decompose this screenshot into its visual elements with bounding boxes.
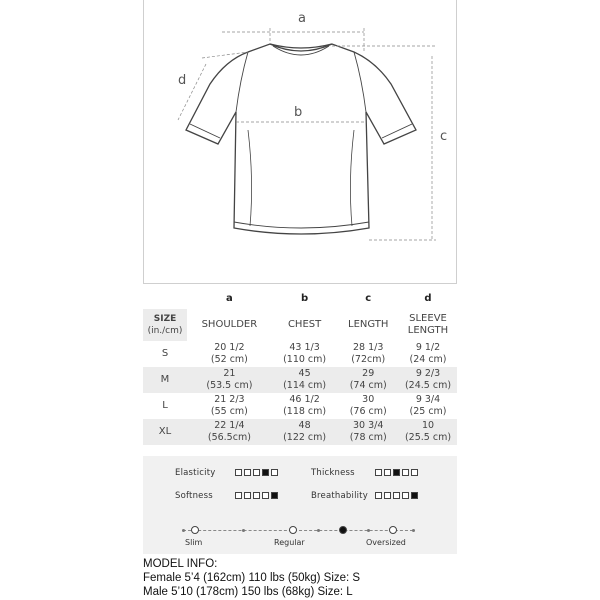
table-row — [143, 367, 457, 393]
rating-box — [244, 469, 251, 476]
table-cell — [399, 367, 457, 393]
value-inches: 9 1/2 — [415, 342, 441, 353]
fit-label: Regular — [274, 538, 305, 547]
value-inches: 21 2/3 — [214, 394, 245, 405]
rating-box — [375, 492, 382, 499]
size-rows — [143, 341, 457, 445]
rating-box — [262, 492, 269, 499]
value-cm: (118 cm) — [283, 406, 327, 417]
value-inches: 20 1/2 — [214, 342, 245, 353]
col-letter-b: b — [301, 293, 309, 304]
rating-box-selected — [411, 492, 418, 499]
fit-marker — [289, 526, 297, 534]
attribute-rating — [375, 469, 418, 476]
size-label: M — [143, 367, 187, 393]
rating-box — [271, 469, 278, 476]
value-cm: (53.5 cm) — [206, 380, 253, 391]
size-label: L — [162, 400, 168, 411]
fabric-attributes-panel — [143, 456, 457, 554]
fit-label: Slim — [185, 538, 203, 547]
value-inches: 22 1/4 — [214, 420, 245, 431]
value-inches: 43 1/3 — [289, 342, 320, 353]
table-cell — [399, 341, 457, 367]
table-cell — [272, 367, 338, 393]
attribute-rating — [235, 469, 278, 476]
rating-box-selected — [262, 469, 269, 476]
dimension-lines — [178, 28, 436, 240]
size-header: SIZE — [153, 314, 177, 324]
rating-box — [384, 469, 391, 476]
attribute-rating — [375, 492, 418, 499]
attribute-rating — [235, 492, 278, 499]
col-letter-d: d — [424, 293, 432, 304]
value-inches: 29 — [362, 368, 375, 379]
tshirt-diagram-svg — [144, 0, 458, 284]
value-inches: 9 3/4 — [415, 394, 441, 405]
value-cm: (56.5cm) — [207, 432, 251, 443]
value-inches: 10 — [421, 420, 435, 431]
table-cell — [337, 419, 399, 445]
value-inches: 30 3/4 — [353, 420, 384, 431]
size-chart-table — [143, 289, 457, 445]
dim-label-a: a — [298, 11, 306, 26]
value-cm: (52 cm) — [210, 354, 248, 365]
fit-marker — [191, 526, 199, 534]
model-info-title: MODEL INFO: — [143, 558, 218, 570]
measure-length: LENGTH — [348, 319, 389, 330]
fit-tick — [182, 529, 185, 532]
fit-tick — [317, 529, 320, 532]
rating-box — [375, 469, 382, 476]
model-info-female: Female 5’4 (162cm) 110 lbs (50kg) Size: S — [143, 572, 361, 584]
value-inches: 21 — [223, 368, 236, 379]
table-cell — [272, 393, 338, 419]
size-label: S — [161, 348, 169, 359]
rating-box — [244, 492, 251, 499]
table-header-row — [143, 309, 457, 341]
table-cell — [187, 367, 272, 393]
value-inches: 45 — [298, 368, 311, 379]
dim-label-d: d — [178, 73, 187, 88]
value-cm: (25 cm) — [409, 406, 447, 417]
value-inches: 9 2/3 — [415, 368, 441, 379]
rating-box — [402, 492, 409, 499]
size-header-cell — [143, 309, 187, 341]
table-row — [143, 419, 457, 445]
model-info-male: Male 5’10 (178cm) 150 lbs (68kg) Size: L — [143, 586, 353, 598]
value-inches: 30 — [362, 394, 375, 405]
fit-tick — [242, 529, 245, 532]
table-cell — [399, 393, 457, 419]
model-info — [143, 557, 360, 599]
value-cm: (24 cm) — [409, 354, 447, 365]
value-cm: (24.5 cm) — [404, 380, 452, 391]
table-cell — [399, 419, 457, 445]
rating-box-selected — [271, 492, 278, 499]
table-column-letters — [143, 289, 457, 309]
fit-label: Oversized — [366, 538, 406, 547]
value-cm: (110 cm) — [283, 354, 327, 365]
table-cell — [187, 393, 272, 419]
value-cm: (72cm) — [351, 354, 386, 365]
rating-box — [411, 469, 418, 476]
value-cm: (114 cm) — [283, 380, 327, 391]
dim-label-c: c — [440, 129, 448, 144]
value-cm: (122 cm) — [283, 432, 327, 443]
col-letter-a: a — [226, 293, 233, 304]
attribute-label: Elasticity — [175, 468, 216, 478]
table-cell — [187, 419, 272, 445]
dim-label-b: b — [294, 105, 303, 120]
size-label: XL — [143, 419, 187, 445]
rating-box — [393, 492, 400, 499]
value-cm: (55 cm) — [210, 406, 248, 417]
value-inches: 48 — [298, 420, 311, 431]
table-cell — [272, 341, 338, 367]
fit-marker — [389, 526, 397, 534]
rating-box — [384, 492, 391, 499]
value-inches: 46 1/2 — [289, 394, 320, 405]
value-cm: (78 cm) — [349, 432, 387, 443]
attribute-label: Softness — [175, 491, 213, 501]
table-cell — [337, 341, 399, 367]
fit-scale-line — [183, 530, 413, 531]
table-cell — [272, 419, 338, 445]
size-unit: (in./cm) — [147, 326, 183, 336]
tshirt-diagram — [143, 0, 457, 284]
rating-box — [253, 469, 260, 476]
value-inches: 28 1/3 — [353, 342, 384, 353]
table-row — [143, 393, 457, 419]
attribute-label: Thickness — [311, 468, 355, 478]
value-cm: (76 cm) — [349, 406, 387, 417]
fit-tick — [367, 529, 370, 532]
value-cm: (74 cm) — [349, 380, 387, 391]
measure-sleeve-length: SLEEVE LENGTH — [407, 313, 449, 336]
measure-chest: CHEST — [287, 319, 322, 330]
table-cell — [187, 341, 272, 367]
rating-box — [235, 492, 242, 499]
tshirt-outline — [186, 44, 416, 234]
fit-tick — [412, 529, 415, 532]
rating-box — [253, 492, 260, 499]
rating-box — [235, 469, 242, 476]
table-row — [143, 341, 457, 367]
rating-box-selected — [393, 469, 400, 476]
fit-marker-selected — [339, 526, 347, 534]
attribute-label: Breathability — [311, 491, 368, 501]
value-cm: (25.5 cm) — [404, 432, 452, 443]
col-letter-c: c — [365, 293, 372, 304]
measure-shoulder: SHOULDER — [201, 319, 258, 330]
table-cell — [337, 367, 399, 393]
table-cell — [337, 393, 399, 419]
rating-box — [402, 469, 409, 476]
